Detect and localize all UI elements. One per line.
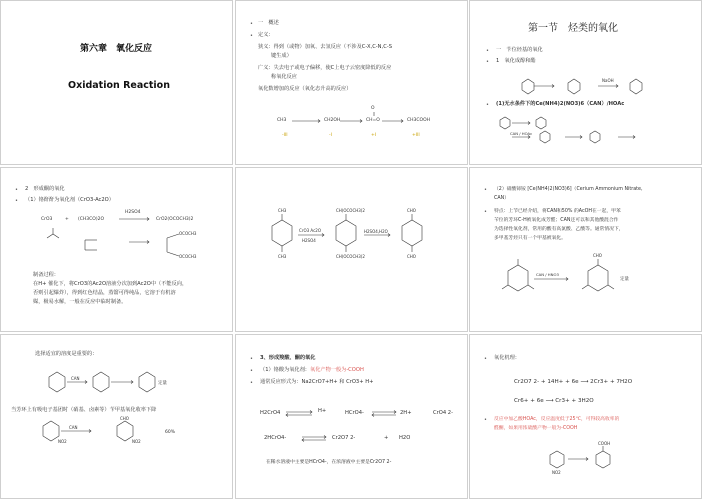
diacetate-bottom: CH(OCOCH3)2: [336, 254, 365, 259]
can-hno3-reagent: CAN / HNO3: [536, 272, 559, 277]
oxidation-number-definition: 氧化数增加的反应（氧化态升高的反应）: [258, 86, 352, 92]
ococh3-2: OCOCH3: [179, 254, 197, 259]
can-hoac-reagent: CAN / HOAc: [510, 131, 533, 136]
reag-hydrolysis: H2SO4,H2O: [364, 229, 388, 234]
can-title-cont: CAN）: [494, 196, 510, 201]
eq1-hcro4: HCrO4-: [345, 410, 364, 416]
slide-3: 第一节 烃类的氧化 • 一 苄位烃基的氧化 • 1 氧化成醇和酯 NaOH • (1)无水条件下的Ce(NH4)2(NO3)6（CAN）/HOAc CAN / HOAc: [469, 0, 702, 165]
oxnum-3: +I: [371, 133, 377, 138]
structures-bottom: [470, 1, 702, 165]
reaction-form: 通常反应形式为：Na2CrO7+H+ 和 CrO3+ H+: [260, 379, 374, 385]
can-yield: 定量: [620, 277, 629, 282]
reag-cro3-ac2o: CrO3 Ac2O: [299, 228, 321, 233]
slide-6: • （2）硝酸铈铵 [Ce(NH4)2(NO3)6]（Cerium Ammonium Nitrate, CAN） • 特点：上节已经介绍，将CAN和50% 的AcOH在一起，甲苯 苄位的芳环C-H被氧化成芳醛；CAN还可以和其他酸混合作 为选择性氧化剂，常用的酸有高氯酸、乙酸等。通常情况下， 多甲基芳烃只有一个甲基被氧化。 CAN / HNO3 CHO 定量: [469, 167, 702, 332]
benzylic-oxidation: 一 苄位烃基的氧化: [496, 47, 543, 53]
eq2-cr2o7: Cr2O7 2-: [332, 435, 356, 441]
can-reagent-2: CAN: [69, 425, 78, 430]
prep-label: 制备过程：: [33, 272, 59, 278]
slide-2: • 一 概述 • 定义： 狭义：得到（或物）加氧、去氢反应（不涉及C-X,C-N,C-S 键生成） 广义：失去电子或电子偏移，使C上电子云密度降低的反应 称氧化反应 氧化数增加的反应（氧化态升高的反应） CH3 CH2OH CH=O CH3COOH O -III -I +I +III: [235, 0, 468, 165]
definition-label: 定义：: [258, 32, 274, 38]
equilibrium-arrows: [236, 335, 468, 499]
can-feature-4: 多甲基芳烃只有一个甲基被氧化。: [494, 236, 566, 241]
ococh3-1: OCOCH3: [179, 231, 197, 236]
ch3-bottom: CH3: [278, 254, 287, 259]
chain-cho: CH=O: [366, 118, 380, 123]
eq1-h: H+: [318, 408, 327, 414]
ketone-oxidation: 2 形成酮的氧化: [25, 186, 65, 192]
narrow-definition: 狭义：得到（或物）加氧、去氢反应（不涉及C-X,C-N,C-S: [258, 44, 392, 50]
outline-item: 一 概述: [258, 20, 279, 26]
slide-5: [235, 167, 468, 332]
narrow-definition-cont: 键生成）: [271, 53, 292, 59]
broad-definition: 广义：失去电子或电子偏移，使C上电子云密度降低的反应: [258, 65, 392, 71]
eq-ac2o: (CH3CO)2O: [78, 217, 104, 222]
eq2-h2o: H2O: [399, 435, 411, 441]
naoh-reagent: NaOH: [602, 78, 614, 83]
can-title: （2）硝酸铈铵 [Ce(NH4)2(NO3)6]（Cerium Ammonium Nitrate,: [494, 187, 643, 192]
no2-label-1: NO2: [58, 439, 67, 444]
can-feature-1: 特点：上节已经介绍，将CAN和50% 的AcOH在一起，甲苯: [494, 209, 621, 214]
prep-text-2: 否则引起爆炸），得到红色结晶，蒸馏可得纯品，它溶于有机溶: [33, 290, 176, 296]
dilute-concentrated-note: 在稀水溶液中主要是HCrO4-，在浓溶液中主要是Cr2O7 2-: [266, 460, 392, 465]
acid-ketone-oxidation: 3、形成羧酸、酮的氧化: [260, 355, 316, 361]
chromic-acid-product: 氧化产物一般为-COOH: [310, 367, 364, 373]
no2-label: NO2: [552, 470, 561, 475]
chromic-anhydride: （1）铬酐酐为氧化剂（CrO3-Ac2O）: [25, 197, 114, 203]
carbonyl-o: O: [371, 106, 375, 111]
can-feature-3: 为选择性氧化剂，常用的酸有高氯酸、乙酸等。通常情况下，: [494, 227, 624, 232]
eq-cro3: CrO3: [41, 217, 53, 222]
mechanism-label: 氧化机理：: [494, 355, 520, 361]
prep-text-1: 在H+ 催化下，将CrO3的Ac2O溶液分次加到Ac2O中（不能反向，: [33, 281, 188, 287]
yield-60: 60%: [165, 430, 176, 435]
oxnum-2: -I: [329, 133, 332, 138]
toluene-oxidation-scheme: [236, 168, 468, 332]
reag-h2so4: H2SO4: [302, 238, 316, 243]
nitrotoluene-acid-scheme: [470, 335, 702, 499]
solvent-note: 选择适宜的溶度是重要的：: [35, 351, 98, 357]
slide-9: • 氧化机理： Cr2O7 2- + 14H+ + 6e ⟶ 2Cr3+ + 7H2O Cr6+ + 6e ⟶ Cr3+ + 3H2O • 反应中加乙酸HOAc，反应温度低于25℃，可得较高收率的 醛酮，如果用浓硫酸产物一般为-COOH COOH NO2: [469, 334, 702, 499]
eq-plus: +: [65, 217, 69, 222]
alcohol-ester-oxidation: 1 氧化成醇和酯: [496, 58, 536, 64]
chromic-acid-label: （1）铬酸为氧化剂：: [260, 367, 310, 373]
eq-h2so4: H2SO4: [125, 210, 141, 215]
prep-text-3: 媒，极易水解，一般在反应中临时制备。: [33, 299, 127, 305]
acetic-acid-note-1: 反应中加乙酸HOAc，反应温度低于25℃，可得较高收率的: [494, 417, 620, 422]
slide-8: • 3、形成羧酸、酮的氧化 • （1）铬酸为氧化剂：氧化产物一般为-COOH • 通常反应形式为：Na2CrO7+H+ 和 CrO3+ H+ H2CrO4 H+ HCrO4- 2H+ CrO4 2- 2HCrO4- Cr2O7 2- + H2O 在稀水溶液中主要是HCrO4-，在浓溶液中主要是Cr2O7 2-: [235, 334, 468, 499]
diacetate-top: CH(OCOCH3)2: [336, 208, 365, 213]
ewg-note: 当芳环上有吸电子基团时（硝基、卤素等）苄甲基氧化收率下降: [11, 407, 157, 413]
cho-product: CHO: [593, 253, 602, 258]
chain-ch2oh: CH2OH: [324, 118, 341, 123]
eq1-h2cro4: H2CrO4: [260, 410, 281, 416]
mechanism-eq1: Cr2O7 2- + 14H+ + 6e ⟶ 2Cr3+ + 7H2O: [514, 379, 633, 385]
oxnum-1: -III: [282, 133, 288, 138]
oxnum-4: +III: [412, 133, 420, 138]
cho-label: CHO: [120, 416, 129, 421]
no2-label-2: NO2: [132, 439, 141, 444]
cho-top: CHO: [407, 208, 416, 213]
reaction-arrows: [236, 1, 468, 165]
section-title: 第一节 烃类的氧化: [528, 23, 618, 34]
eq1-cro4: CrO4 2-: [433, 410, 453, 416]
slide-4: • 2 形成酮的氧化 • （1）铬酐酐为氧化剂（CrO3-Ac2O） CrO3 + (CH3CO)2O H2SO4 CrO2(OCOCH3)2 OCOCH3 OCOCH3 制备过程： 在H+ 催化下，将CrO3的Ac2O溶液分次加到Ac2O中（不能反向， 否则引起爆炸），得到红色结晶，蒸馏可得纯品，它溶于有机溶 媒，极易水解，一般在反应中临时制备。: [0, 167, 233, 332]
cho-bottom: CHO: [407, 254, 416, 259]
can-condition: (1)无水条件下的Ce(NH4)2(NO3)6（CAN）/HOAc: [496, 101, 625, 107]
nitro-oxidation-scheme: [1, 335, 233, 499]
chain-ch3: CH3: [277, 118, 287, 123]
eq1-2h: 2H+: [400, 410, 412, 416]
mechanism-eq2: Cr6+ + 6e ⟶ Cr3+ + 3H2O: [514, 398, 594, 404]
cooh-label: COOH: [598, 441, 611, 446]
chapter-english-title: Oxidation Reaction: [68, 80, 170, 91]
can-feature-2: 苄位的芳环C-H被氧化成芳醛；CAN还可以和其他酸混合作: [494, 218, 619, 223]
can-reagent: CAN: [71, 376, 80, 381]
ch3-top: CH3: [278, 208, 287, 213]
slide-7: [0, 334, 233, 499]
yield-quant: 定量: [158, 381, 167, 386]
acetic-acid-note-2: 醛酮，如果用浓硫酸产物一般为-COOH: [494, 426, 578, 431]
eq2-plus: +: [384, 435, 389, 441]
slide-1: [0, 0, 233, 165]
eq-product: CrO2(OCOCH3)2: [156, 217, 194, 222]
chapter-title: 第六章 氧化反应: [80, 44, 153, 54]
chain-acid: CH3COOH: [407, 118, 430, 123]
mesitylene-scheme: [470, 168, 702, 332]
eq2-hcro4: 2HCrO4-: [264, 435, 287, 441]
broad-definition-cont: 称氧化反应: [271, 74, 297, 80]
mechanism-drawing: [1, 168, 233, 332]
